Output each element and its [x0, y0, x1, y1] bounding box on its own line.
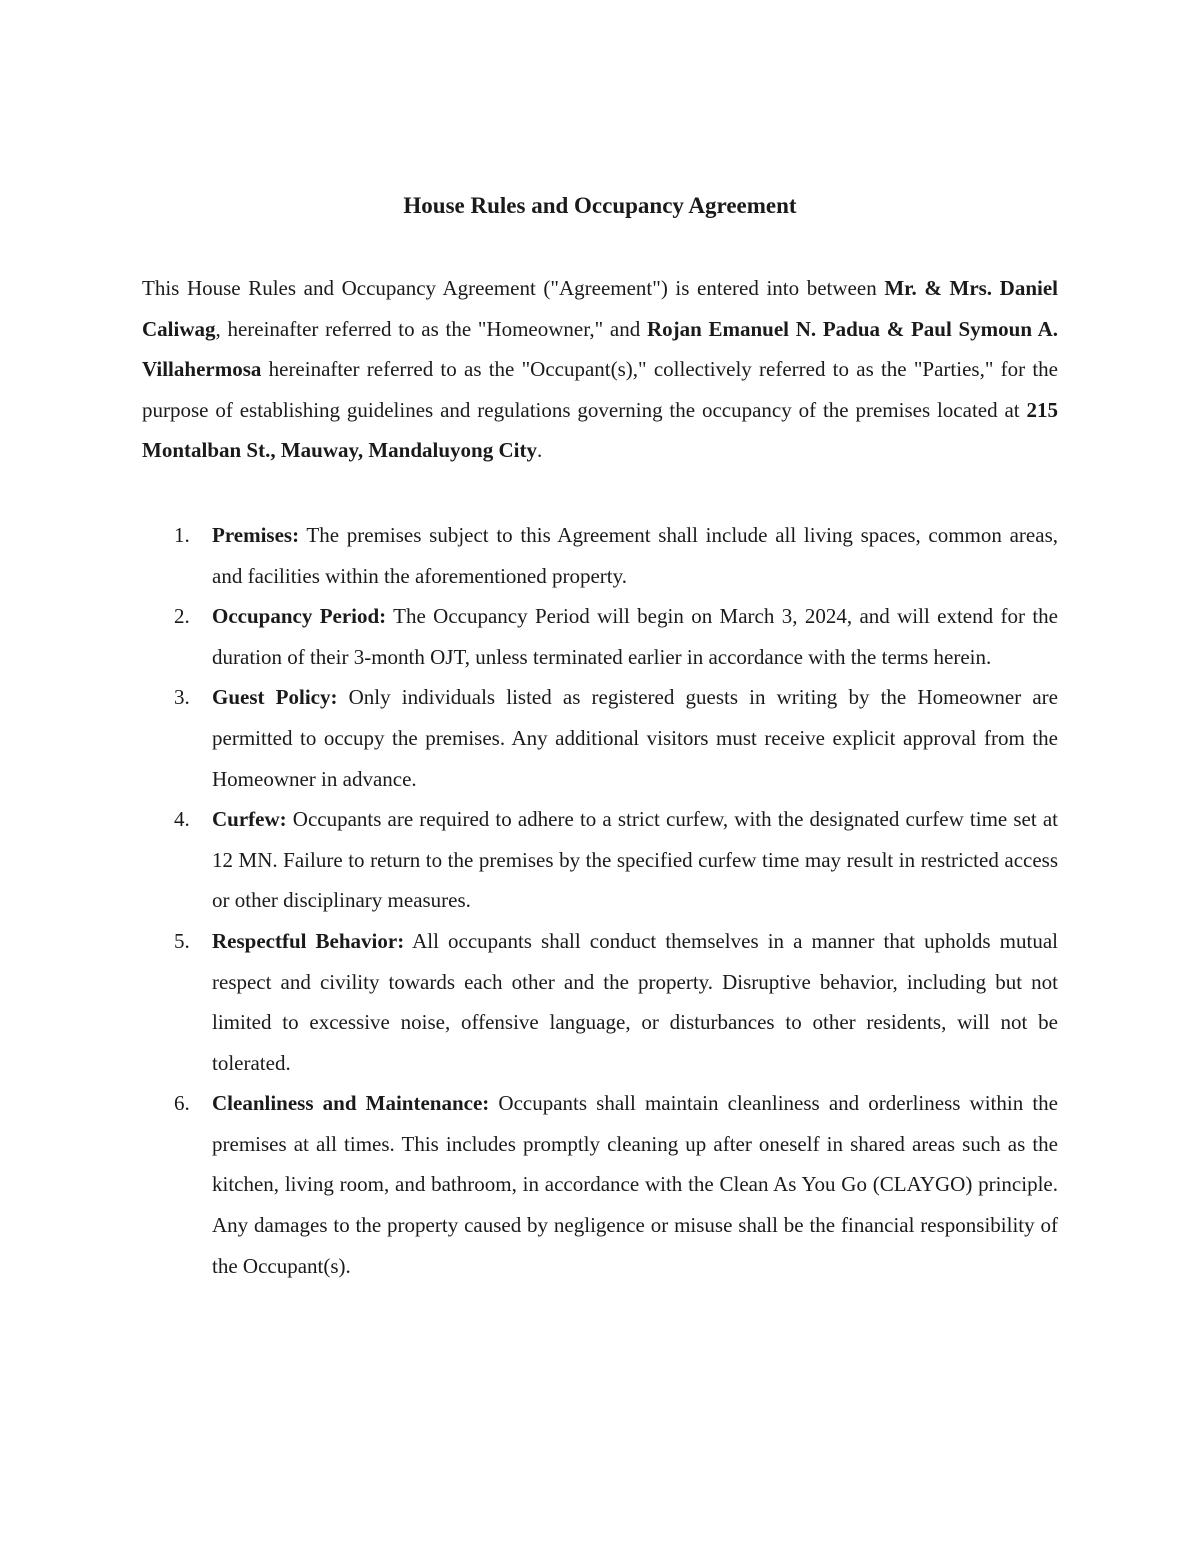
- rule-number: 1.: [174, 522, 190, 547]
- rule-item-occupancy-period: [142, 596, 1058, 677]
- rule-text: The premises subject to this Agreement shall include all living spaces, common areas, and facilities within the aforementioned property.: [212, 522, 1058, 588]
- rule-text: The Occupancy Period will begin on March 3, 2024, and will extend for the duration of their 3-month OJT, unless terminated earlier in accordance with the terms herein.: [212, 604, 1058, 669]
- rule-title: Guest Policy:: [212, 685, 338, 710]
- rule-title: Occupancy Period:: [212, 604, 387, 629]
- rule-item-respectful-behavior: [142, 921, 1058, 1083]
- intro-text-2: , hereinafter referred to as the "Homeowner," and: [215, 316, 647, 341]
- rule-number: 5.: [174, 928, 190, 953]
- rule-text: Only individuals listed as registered guests in writing by the Homeowner are permitted to occupy the premises. Any additional visitors must receive explicit approval from the Homeowner in advance.: [212, 685, 1058, 791]
- rule-item-guest-policy: [142, 677, 1058, 799]
- rule-number: 4.: [174, 807, 190, 832]
- rule-title: Premises:: [212, 522, 300, 547]
- rule-item-premises: [142, 515, 1058, 596]
- intro-text-1: This House Rules and Occupancy Agreement ("Agreement") is entered into between: [142, 276, 885, 300]
- document-title: House Rules and Occupancy Agreement: [403, 193, 797, 218]
- rule-text: Occupants shall maintain cleanliness and orderliness within the premises at all times. This includes promptly cleaning up after oneself in shared areas such as the kitchen, living room, and bathroom, in accordance with the Clean As You Go (CLAYGO) principle. Any damages to the property caused by negligence or misuse shall be the financial responsibility of the Occupant(s).: [212, 1091, 1059, 1278]
- rule-title: Cleanliness and Maintenance:: [212, 1091, 490, 1116]
- rule-number: 6.: [174, 1091, 190, 1116]
- rules-list: [142, 515, 1058, 1286]
- intro-paragraph: [142, 268, 1058, 471]
- rule-title: Respectful Behavior:: [212, 928, 405, 953]
- rule-title: Curfew:: [212, 807, 287, 832]
- document-page: [142, 186, 1058, 1286]
- occupants-names: Rojan Emanuel N. Padua & Paul Symoun A. Villahermosa: [142, 316, 1058, 382]
- premises-address: 215 Montalban St., Mauway, Mandaluyong City: [142, 397, 1058, 463]
- intro-text-4: .: [536, 438, 543, 463]
- rule-item-cleanliness: [142, 1083, 1058, 1286]
- rule-number: 3.: [174, 685, 190, 710]
- rule-number: 2.: [174, 604, 190, 629]
- homeowner-name: Mr. & Mrs. Daniel Caliwag: [142, 276, 1059, 341]
- intro-text-3: hereinafter referred to as the "Occupant(s)," collectively referred to as the "Parties," for the purpose of establishing guidelines and regulations governing the occupancy of the premises located at: [142, 357, 1058, 422]
- rule-text: All occupants shall conduct themselves in a manner that upholds mutual respect and civility towards each other and the property. Disruptive behavior, including but not limited to excessive noise, offensive language, or disturbances to other residents, will not be tolerated.: [212, 928, 1058, 1075]
- rule-text: Occupants are required to adhere to a strict curfew, with the designated curfew time set at 12 MN. Failure to return to the premises by the specified curfew time may result in restricted access or other disciplinary measures.: [212, 807, 1058, 913]
- rule-item-curfew: [142, 799, 1058, 921]
